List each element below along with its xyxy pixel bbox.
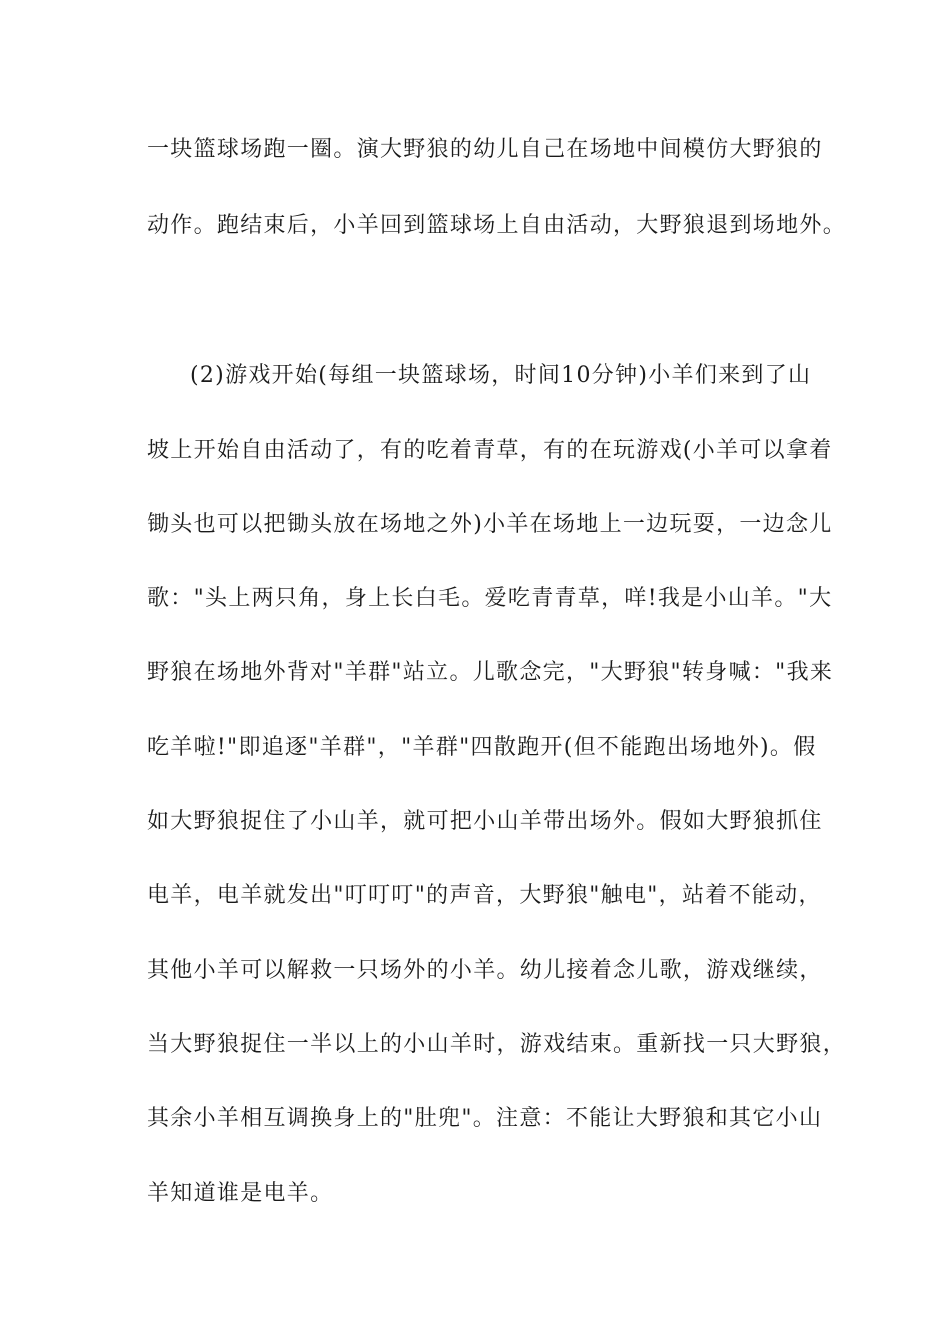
paragraph-2-line-6: 吃羊啦!"即追逐"羊群"，"羊群"四散跑开(但不能跑出场地外)。假 xyxy=(147,735,817,760)
paragraph-2-line-5: 野狼在场地外背对"羊群"站立。儿歌念完，"大野狼"转身喊："我来 xyxy=(147,660,834,685)
paragraph-2-line-10: 当大野狼捉住一半以上的小山羊时，游戏结束。重新找一只大野狼， xyxy=(147,1032,847,1057)
paragraph-2-line-7: 如大野狼捉住了小山羊，就可把小山羊带出场外。假如大野狼抓住 xyxy=(147,809,823,834)
paragraph-2-line-3: 锄头也可以把锄头放在场地之外)小羊在场地上一边玩耍，一边念儿 xyxy=(147,512,833,537)
paragraph-2-line-11: 其余小羊相互调换身上的"肚兜"。注意：不能让大野狼和其它小山 xyxy=(147,1106,823,1131)
paragraph-2-line-2: 坡上开始自由活动了，有的吃着青草，有的在玩游戏(小羊可以拿着 xyxy=(147,438,833,463)
paragraph-2-line-12: 羊知道谁是电羊。 xyxy=(147,1181,334,1206)
paragraph-1-line-1: 一块篮球场跑一圈。演大野狼的幼儿自己在场地中间模仿大野狼的 xyxy=(147,137,823,162)
paragraph-1-line-2: 动作。跑结束后，小羊回到篮球场上自由活动，大野狼退到场地外。 xyxy=(147,213,847,238)
paragraph-2-line-4: 歌："头上两只角，身上长白毛。爱吃青青草，咩!我是小山羊。"大 xyxy=(147,586,833,611)
paragraph-2-line-9: 其他小羊可以解救一只场外的小羊。幼儿接着念儿歌，游戏继续， xyxy=(147,958,823,983)
paragraph-2-line-1: (2)游戏开始(每组一块篮球场，时间10分钟)小羊们来到了山 xyxy=(190,363,812,388)
paragraph-2-line-8: 电羊，电羊就发出"叮叮叮"的声音，大野狼"触电"，站着不能动， xyxy=(147,883,822,908)
